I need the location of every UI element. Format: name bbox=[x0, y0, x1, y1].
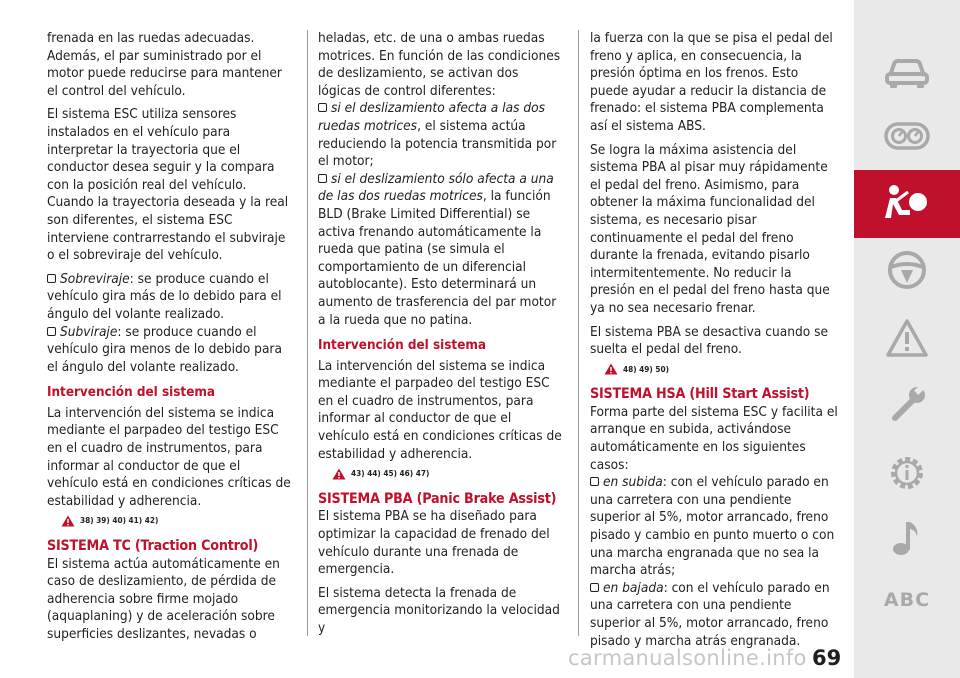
paragraph: la fuerza con la que se pisa el pedal del freno y aplica, en consecuencia, la presión óptima en los frenos. Esto puede ayudar a reducir la distancia de frenado: el sistema PBA complementa así el sistema ABS. bbox=[590, 30, 833, 134]
sidebar-item-technical-data[interactable] bbox=[854, 440, 960, 506]
sidebar-item-index[interactable] bbox=[854, 580, 960, 620]
paragraph: heladas, etc. de una o ambas ruedas motrices. En función de las condiciones de deslizamiento, se activan dos lógicas de control diferentes: bbox=[318, 30, 561, 99]
warning-refs: 43) 44) 45) 46) 47) bbox=[351, 468, 430, 479]
item-text: : se produce cuando el vehículo gira más de lo debido para el ángulo del volante realizado. bbox=[47, 270, 282, 322]
sidebar-item-warnings[interactable] bbox=[854, 306, 960, 370]
section-heading: SISTEMA TC (Traction Control) bbox=[47, 538, 259, 555]
sidebar-item-dashboard[interactable] bbox=[854, 104, 960, 168]
subheading: Intervención del sistema bbox=[47, 385, 216, 401]
section-heading: SISTEMA HSA (Hill Start Assist) bbox=[590, 386, 810, 403]
sidebar-item-car[interactable] bbox=[854, 40, 960, 104]
section-heading: SISTEMA PBA (Panic Brake Assist) bbox=[318, 490, 557, 507]
car-icon bbox=[884, 54, 930, 90]
warning-reference bbox=[604, 361, 840, 379]
item-text: : se produce cuando el vehículo gira menos de lo debido para el ángulo del volante realizado. bbox=[47, 323, 282, 375]
checkbox-bullet-icon bbox=[590, 583, 599, 592]
term: Subviraje bbox=[60, 323, 118, 340]
warning-refs: 48) 49) 50) bbox=[623, 363, 669, 374]
paragraph: La intervención del sistema se indica mediante el parpadeo del testigo ESC en el cuadro de instrumentos, para informar al conductor de que el vehículo está en condiciones críticas de estabilidad y adherencia. bbox=[47, 404, 291, 509]
checkbox-bullet-icon bbox=[47, 274, 56, 283]
term: en subida bbox=[603, 474, 663, 491]
text-column-3 bbox=[590, 30, 840, 650]
column-divider bbox=[578, 30, 579, 636]
page-number: 69 bbox=[812, 646, 842, 670]
sidebar-item-safety[interactable] bbox=[854, 170, 960, 238]
list-item bbox=[318, 30, 564, 100]
subheading: Intervención del sistema bbox=[318, 338, 487, 354]
item-text: , el sistema actúa reduciendo la potencia transmitida por el motor; bbox=[318, 117, 557, 170]
warning-triangle-icon bbox=[332, 468, 346, 480]
paragraph: frenada en las ruedas adecuadas. Además, el par suministrado por el motor puede reducirse para mantener el control del vehículo. bbox=[47, 30, 282, 99]
sidebar-item-maintenance[interactable] bbox=[854, 372, 960, 440]
text-column-1 bbox=[47, 30, 295, 650]
paragraph: Forma parte del sistema ESC y facilita el arranque en subida, activándose automáticamente en los siguientes casos: bbox=[590, 403, 838, 473]
steering-wheel-icon bbox=[886, 249, 928, 291]
checkbox-bullet-icon bbox=[590, 477, 599, 486]
paragraph: El sistema PBA se desactiva cuando se suelta el pedal del freno. bbox=[590, 323, 828, 358]
column-divider bbox=[307, 30, 308, 636]
warning-triangle-icon bbox=[885, 318, 929, 358]
paragraph: La intervención del sistema se indica mediante el parpadeo del testigo ESC en el cuadro de instrumentos, para informar al conductor de que el vehículo está en condiciones críticas de estabilidad y adherencia. bbox=[318, 357, 562, 462]
sidebar-item-multimedia[interactable] bbox=[854, 506, 960, 570]
list-item bbox=[590, 580, 840, 650]
warning-triangle-icon bbox=[61, 515, 75, 527]
index-abc-label: ABC bbox=[883, 589, 931, 611]
list-item bbox=[318, 100, 564, 170]
term: si el deslizamiento sólo afecta a una de las dos ruedas motrices bbox=[318, 170, 554, 205]
warning-refs: 38) 39) 40) 41) 42) bbox=[80, 515, 159, 526]
paragraph: El sistema detecta la frenada de emergencia monitorizando la velocidad y bbox=[318, 584, 560, 636]
checkbox-bullet-icon bbox=[318, 103, 327, 112]
warning-reference bbox=[61, 512, 295, 530]
wrench-icon bbox=[885, 384, 929, 428]
list-item bbox=[47, 271, 295, 324]
item-text: : con el vehículo parado en una carretera con una pendiente superior al 5%, motor arrancado, freno pisado y marcha atrás engranada. bbox=[590, 579, 830, 649]
item-text: , la función BLD (Brake Limited Differential) se activa frenando automáticamente la rueda que patina (se simula el comportamiento de un diferencial autoblocante). Esto determinará un aumento de trasferencia del par motor a la rueda que no patina. bbox=[318, 188, 557, 328]
dashboard-gauges-icon bbox=[884, 120, 930, 152]
watermark: carmanualsonline.info bbox=[568, 646, 807, 670]
list-item bbox=[590, 474, 840, 580]
paragraph: El sistema actúa automáticamente en caso de deslizamiento, de pérdida de adherencia sobre firme mojado (aquaplaning) y de aceleración sobre superficies deslizantes, nevadas o bbox=[47, 555, 280, 642]
term: si el deslizamiento afecta a las dos ruedas motrices bbox=[318, 100, 545, 134]
chapter-sidebar bbox=[854, 0, 960, 678]
text-column-2 bbox=[318, 30, 564, 644]
checkbox-bullet-icon bbox=[318, 174, 327, 183]
item-text: : con el vehículo parado en una carretera con una pendiente superior al 5%, motor arrancado, freno pisado y cambio en punto muerto o con una marcha engranada que no sea la marcha atrás; bbox=[590, 474, 835, 579]
paragraph: El sistema ESC utiliza sensores instalados en el vehículo para interpretar la trayectoria que el conductor desea seguir y la compara con la posición real del vehículo. Cuando la trayectoria deseada y la real son diferentes, el sistema ESC interviene contrarrestando el subviraje o el sobreviraje del vehículo. bbox=[47, 106, 289, 264]
term: en bajada bbox=[603, 579, 664, 596]
checkbox-bullet-icon bbox=[47, 327, 56, 336]
paragraph: El sistema PBA se ha diseñado para optimizar la capacidad de frenado del vehículo durante una frenada de emergencia. bbox=[318, 508, 550, 578]
warning-triangle-icon bbox=[604, 363, 618, 375]
list-item bbox=[47, 324, 295, 377]
gear-info-icon bbox=[885, 451, 929, 495]
paragraph: Se logra la máxima asistencia del sistema PBA al pisar muy rápidamente el pedal del freno. Asimismo, para obtener la máxima funcionalidad del sistema, es necesario pisar continuamente el pedal del freno durante la frenada, evitando pisarlo intermitentemente. No reducir la presión en el pedal del freno hasta que ya no sea necesario frenar. bbox=[590, 141, 830, 316]
sidebar-item-steering[interactable] bbox=[854, 238, 960, 302]
music-note-icon bbox=[889, 517, 925, 559]
term: Sobreviraje bbox=[60, 270, 130, 287]
seat-airbag-safety-icon bbox=[882, 182, 932, 226]
list-item bbox=[318, 171, 564, 329]
warning-reference bbox=[332, 465, 564, 483]
